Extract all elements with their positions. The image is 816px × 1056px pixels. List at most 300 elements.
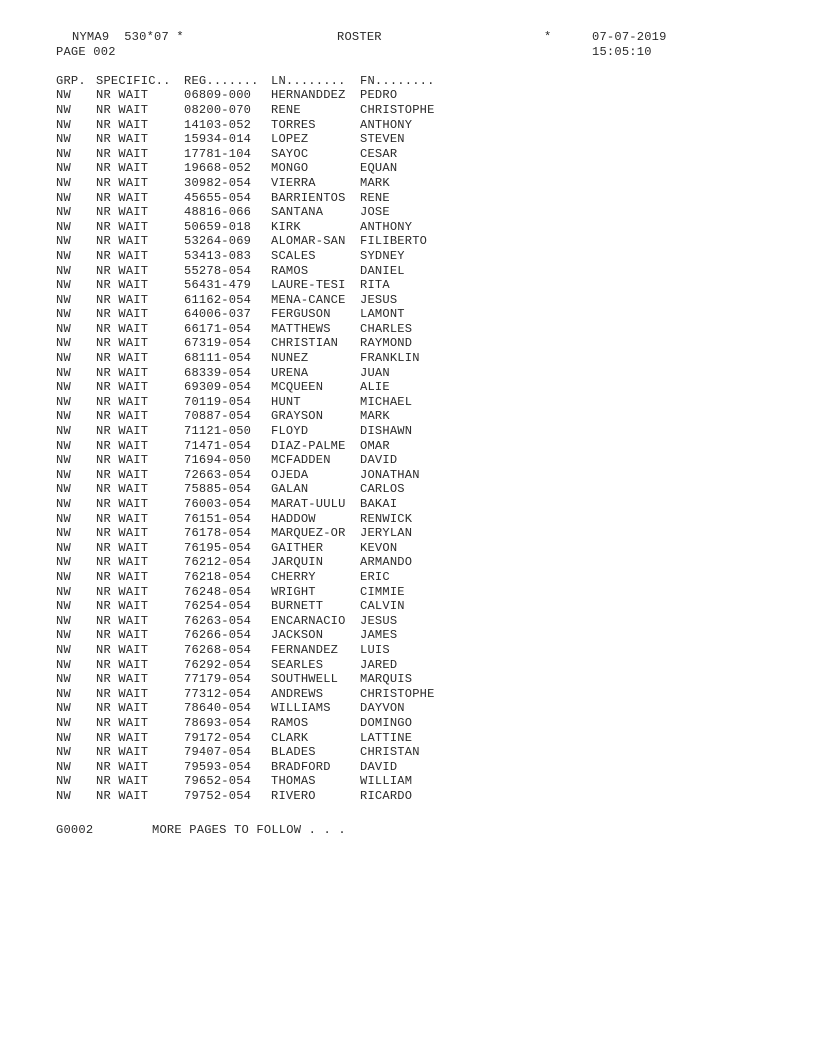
report-title: ROSTER — [337, 30, 382, 44]
cell-reg: 30982-054 — [184, 175, 252, 190]
cell-reg: 78693-054 — [184, 715, 252, 730]
cell-specific: NR WAIT — [96, 117, 149, 132]
cell-ln: SAYOC — [271, 146, 309, 161]
cell-grp: NW — [56, 175, 71, 190]
cell-grp: NW — [56, 190, 71, 205]
cell-reg: 79652-054 — [184, 774, 252, 789]
cell-specific: NR WAIT — [96, 526, 149, 541]
cell-grp: NW — [56, 424, 71, 439]
cell-specific: NR WAIT — [96, 540, 149, 555]
cell-reg: 76178-054 — [184, 526, 252, 541]
cell-fn: OMAR — [360, 438, 390, 453]
cell-reg: 64006-037 — [184, 307, 252, 322]
cell-fn: FRANKLIN — [360, 351, 420, 366]
cell-fn: RENE — [360, 190, 390, 205]
cell-specific: NR WAIT — [96, 584, 149, 599]
cell-grp: NW — [56, 788, 71, 803]
system-id: NYMA9 530*07 * — [72, 30, 184, 44]
table-row — [56, 380, 390, 395]
cell-grp: NW — [56, 642, 71, 657]
cell-reg: 77179-054 — [184, 672, 252, 687]
cell-ln: FERGUSON — [271, 307, 331, 322]
cell-grp: NW — [56, 686, 71, 701]
cell-fn: LATTINE — [360, 730, 413, 745]
cell-grp: NW — [56, 88, 71, 103]
cell-reg: 56431-479 — [184, 278, 252, 293]
cell-ln: MARAT-UULU — [271, 497, 346, 512]
column-header-grp: GRP. — [56, 73, 86, 88]
cell-fn: CHARLES — [360, 321, 413, 336]
column-header-reg: REG....... — [184, 73, 259, 88]
cell-fn: CHRISTAN — [360, 745, 420, 760]
cell-ln: RAMOS — [271, 715, 309, 730]
cell-reg: 19668-052 — [184, 161, 252, 176]
cell-reg: 08200-070 — [184, 102, 252, 117]
cell-specific: NR WAIT — [96, 102, 149, 117]
cell-grp: NW — [56, 336, 71, 351]
cell-specific: NR WAIT — [96, 497, 149, 512]
cell-reg: 61162-054 — [184, 292, 252, 307]
table-row — [56, 788, 413, 804]
cell-fn: CHRISTOPHE — [360, 686, 435, 701]
cell-grp: NW — [56, 307, 71, 322]
cell-grp: NW — [56, 774, 71, 789]
header-star: * — [544, 30, 552, 44]
cell-fn: RITA — [360, 278, 390, 293]
column-header-fn: FN........ — [360, 73, 435, 88]
cell-grp: NW — [56, 351, 71, 366]
cell-ln: LOPEZ — [271, 132, 309, 147]
table-row — [56, 336, 413, 351]
table-row — [56, 438, 390, 454]
cell-fn: JUAN — [360, 365, 390, 380]
cell-specific: NR WAIT — [96, 715, 149, 730]
cell-ln: WILLIAMS — [271, 701, 331, 716]
cell-fn: ALIE — [360, 380, 390, 395]
cell-fn: JONATHAN — [360, 467, 420, 482]
cell-ln: CHRISTIAN — [271, 336, 339, 351]
table-row — [56, 365, 390, 381]
cell-fn: CESAR — [360, 146, 398, 161]
report-date: 07-07-2019 — [592, 30, 667, 44]
cell-grp: NW — [56, 453, 71, 468]
cell-reg: 76212-054 — [184, 555, 252, 570]
cell-grp: NW — [56, 467, 71, 482]
table-row — [56, 307, 405, 322]
roster-table — [56, 73, 435, 804]
cell-specific: NR WAIT — [96, 438, 149, 453]
cell-reg: 53413-083 — [184, 248, 252, 263]
cell-reg: 69309-054 — [184, 380, 252, 395]
cell-specific: NR WAIT — [96, 613, 149, 628]
table-row — [56, 424, 413, 439]
cell-specific: NR WAIT — [96, 569, 149, 584]
cell-reg: 14103-052 — [184, 117, 252, 132]
table-row — [56, 730, 413, 746]
cell-specific: NR WAIT — [96, 336, 149, 351]
cell-grp: NW — [56, 540, 71, 555]
cell-ln: FLOYD — [271, 424, 309, 439]
cell-ln: CHERRY — [271, 569, 316, 584]
cell-ln: BURNETT — [271, 599, 324, 614]
cell-ln: MARQUEZ-OR — [271, 526, 346, 541]
cell-fn: RICARDO — [360, 788, 413, 803]
cell-specific: NR WAIT — [96, 263, 149, 278]
cell-fn: ERIC — [360, 569, 390, 584]
cell-grp: NW — [56, 161, 71, 176]
cell-grp: NW — [56, 292, 71, 307]
cell-fn: DAVID — [360, 759, 398, 774]
cell-reg: 50659-018 — [184, 219, 252, 234]
table-row — [56, 497, 398, 512]
cell-grp: NW — [56, 205, 71, 220]
cell-ln: DIAZ-PALME — [271, 438, 346, 453]
column-header-ln: LN........ — [271, 73, 346, 88]
table-row — [56, 175, 390, 191]
cell-fn: DANIEL — [360, 263, 405, 278]
table-row — [56, 599, 405, 614]
cell-fn: ARMANDO — [360, 555, 413, 570]
cell-specific: NR WAIT — [96, 642, 149, 657]
cell-ln: GALAN — [271, 482, 309, 497]
cell-specific: NR WAIT — [96, 628, 149, 643]
cell-reg: 15934-014 — [184, 132, 252, 147]
cell-ln: BLADES — [271, 745, 316, 760]
cell-grp: NW — [56, 380, 71, 395]
cell-grp: NW — [56, 234, 71, 249]
cell-grp: NW — [56, 278, 71, 293]
cell-grp: NW — [56, 409, 71, 424]
cell-reg: 79407-054 — [184, 745, 252, 760]
cell-grp: NW — [56, 628, 71, 643]
cell-specific: NR WAIT — [96, 788, 149, 803]
cell-reg: 71121-050 — [184, 424, 252, 439]
cell-ln: SEARLES — [271, 657, 324, 672]
cell-grp: NW — [56, 482, 71, 497]
cell-fn: CALVIN — [360, 599, 405, 614]
cell-reg: 77312-054 — [184, 686, 252, 701]
cell-specific: NR WAIT — [96, 482, 149, 497]
cell-grp: NW — [56, 117, 71, 132]
cell-fn: ANTHONY — [360, 117, 413, 132]
table-row — [56, 146, 398, 162]
cell-fn: FILIBERTO — [360, 234, 428, 249]
cell-specific: NR WAIT — [96, 307, 149, 322]
cell-specific: NR WAIT — [96, 555, 149, 570]
cell-ln: THOMAS — [271, 774, 316, 789]
cell-grp: NW — [56, 511, 71, 526]
cell-specific: NR WAIT — [96, 175, 149, 190]
cell-grp: NW — [56, 394, 71, 409]
cell-ln: MONGO — [271, 161, 309, 176]
table-row — [56, 205, 390, 220]
cell-specific: NR WAIT — [96, 657, 149, 672]
cell-reg: 66171-054 — [184, 321, 252, 336]
cell-specific: NR WAIT — [96, 730, 149, 745]
cell-specific: NR WAIT — [96, 599, 149, 614]
cell-fn: DAYVON — [360, 701, 405, 716]
cell-ln: ANDREWS — [271, 686, 324, 701]
table-row — [56, 482, 405, 497]
cell-fn: EQUAN — [360, 161, 398, 176]
cell-ln: WRIGHT — [271, 584, 316, 599]
cell-reg: 76254-054 — [184, 599, 252, 614]
cell-specific: NR WAIT — [96, 278, 149, 293]
cell-reg: 79752-054 — [184, 788, 252, 803]
table-row — [56, 88, 398, 103]
cell-specific: NR WAIT — [96, 351, 149, 366]
cell-ln: GRAYSON — [271, 409, 324, 424]
table-row — [56, 701, 405, 716]
cell-reg: 72663-054 — [184, 467, 252, 482]
cell-grp: NW — [56, 526, 71, 541]
table-row — [56, 132, 405, 147]
cell-reg: 78640-054 — [184, 701, 252, 716]
cell-ln: JACKSON — [271, 628, 324, 643]
table-row — [56, 263, 405, 279]
cell-ln: OJEDA — [271, 467, 309, 482]
table-row — [56, 234, 428, 249]
cell-specific: NR WAIT — [96, 394, 149, 409]
cell-specific: NR WAIT — [96, 248, 149, 263]
cell-ln: MCQUEEN — [271, 380, 324, 395]
table-row — [56, 321, 413, 337]
roster-rows — [56, 88, 435, 803]
report-time: 15:05:10 — [592, 44, 652, 59]
cell-reg: 71694-050 — [184, 453, 252, 468]
cell-specific: NR WAIT — [96, 219, 149, 234]
cell-specific: NR WAIT — [96, 511, 149, 526]
table-row — [56, 584, 405, 600]
cell-ln: BARRIENTOS — [271, 190, 346, 205]
cell-grp: NW — [56, 132, 71, 147]
cell-grp: NW — [56, 102, 71, 117]
table-row — [56, 467, 420, 483]
table-row — [56, 715, 413, 731]
cell-ln: BRADFORD — [271, 759, 331, 774]
table-row — [56, 540, 398, 556]
table-row — [56, 555, 413, 570]
cell-reg: 45655-054 — [184, 190, 252, 205]
cell-reg: 70887-054 — [184, 409, 252, 424]
cell-specific: NR WAIT — [96, 321, 149, 336]
cell-fn: JOSE — [360, 205, 390, 220]
cell-fn: MARQUIS — [360, 672, 413, 687]
cell-grp: NW — [56, 759, 71, 774]
column-header-specific: SPECIFIC.. — [96, 73, 171, 88]
cell-ln: ENCARNACIO — [271, 613, 346, 628]
cell-specific: NR WAIT — [96, 701, 149, 716]
cell-grp: NW — [56, 657, 71, 672]
cell-reg: 68339-054 — [184, 365, 252, 380]
cell-specific: NR WAIT — [96, 365, 149, 380]
cell-reg: 68111-054 — [184, 351, 252, 366]
cell-ln: FERNANDEZ — [271, 642, 339, 657]
cell-reg: 71471-054 — [184, 438, 252, 453]
cell-fn: KEVON — [360, 540, 398, 555]
table-row — [56, 102, 435, 118]
cell-grp: NW — [56, 146, 71, 161]
cell-reg: 53264-069 — [184, 234, 252, 249]
cell-grp: NW — [56, 569, 71, 584]
table-row — [56, 745, 420, 760]
cell-ln: RAMOS — [271, 263, 309, 278]
cell-reg: 70119-054 — [184, 394, 252, 409]
table-row — [56, 759, 398, 775]
cell-reg: 79172-054 — [184, 730, 252, 745]
cell-reg: 55278-054 — [184, 263, 252, 278]
cell-grp: NW — [56, 584, 71, 599]
cell-fn: LAMONT — [360, 307, 405, 322]
cell-specific: NR WAIT — [96, 672, 149, 687]
cell-specific: NR WAIT — [96, 774, 149, 789]
table-row — [56, 453, 398, 468]
table-row — [56, 569, 390, 585]
cell-specific: NR WAIT — [96, 424, 149, 439]
cell-fn: DOMINGO — [360, 715, 413, 730]
cell-fn: MARK — [360, 175, 390, 190]
cell-grp: NW — [56, 701, 71, 716]
cell-ln: MENA-CANCE — [271, 292, 346, 307]
cell-fn: CIMMIE — [360, 584, 405, 599]
cell-ln: HERNANDDEZ — [271, 88, 346, 103]
cell-ln: JARQUIN — [271, 555, 324, 570]
cell-grp: NW — [56, 599, 71, 614]
cell-ln: SANTANA — [271, 205, 324, 220]
cell-reg: 48816-066 — [184, 205, 252, 220]
cell-ln: KIRK — [271, 219, 301, 234]
cell-fn: WILLIAM — [360, 774, 413, 789]
table-row — [56, 642, 390, 658]
cell-fn: MICHAEL — [360, 394, 413, 409]
cell-fn: BAKAI — [360, 497, 398, 512]
cell-fn: RENWICK — [360, 511, 413, 526]
cell-ln: HUNT — [271, 394, 301, 409]
cell-ln: SOUTHWELL — [271, 672, 339, 687]
cell-reg: 76151-054 — [184, 511, 252, 526]
cell-fn: CARLOS — [360, 482, 405, 497]
table-row — [56, 613, 398, 629]
cell-fn: JAMES — [360, 628, 398, 643]
cell-ln: GAITHER — [271, 540, 324, 555]
table-row — [56, 278, 390, 293]
cell-ln: MCFADDEN — [271, 453, 331, 468]
cell-reg: 06809-000 — [184, 88, 252, 103]
cell-ln: ALOMAR-SAN — [271, 234, 346, 249]
cell-specific: NR WAIT — [96, 161, 149, 176]
cell-grp: NW — [56, 497, 71, 512]
cell-fn: LUIS — [360, 642, 390, 657]
cell-ln: RIVERO — [271, 788, 316, 803]
cell-specific: NR WAIT — [96, 132, 149, 147]
cell-specific: NR WAIT — [96, 467, 149, 482]
table-row — [56, 219, 413, 235]
table-row — [56, 657, 398, 673]
cell-specific: NR WAIT — [96, 453, 149, 468]
table-row — [56, 248, 405, 264]
cell-grp: NW — [56, 219, 71, 234]
table-row — [56, 161, 398, 176]
cell-reg: 76266-054 — [184, 628, 252, 643]
cell-specific: NR WAIT — [96, 759, 149, 774]
cell-fn: JERYLAN — [360, 526, 413, 541]
cell-specific: NR WAIT — [96, 146, 149, 161]
footer-message: MORE PAGES TO FOLLOW . . . — [152, 823, 346, 837]
cell-fn: RAYMOND — [360, 336, 413, 351]
table-row — [56, 628, 398, 643]
table-row — [56, 672, 413, 687]
cell-reg: 76268-054 — [184, 642, 252, 657]
cell-ln: CLARK — [271, 730, 309, 745]
table-row — [56, 351, 420, 366]
table-row — [56, 190, 390, 206]
footer-code: G0002 — [56, 823, 94, 837]
cell-specific: NR WAIT — [96, 409, 149, 424]
cell-specific: NR WAIT — [96, 190, 149, 205]
cell-fn: SYDNEY — [360, 248, 405, 263]
cell-ln: LAURE-TESI — [271, 278, 346, 293]
cell-grp: NW — [56, 321, 71, 336]
table-row — [56, 409, 390, 424]
cell-fn: JESUS — [360, 613, 398, 628]
cell-grp: NW — [56, 613, 71, 628]
cell-ln: NUNEZ — [271, 351, 309, 366]
cell-fn: JARED — [360, 657, 398, 672]
cell-fn: ANTHONY — [360, 219, 413, 234]
column-header-row — [56, 73, 435, 89]
cell-specific: NR WAIT — [96, 380, 149, 395]
cell-fn: CHRISTOPHE — [360, 102, 435, 117]
cell-reg: 79593-054 — [184, 759, 252, 774]
cell-reg: 76003-054 — [184, 497, 252, 512]
cell-reg: 67319-054 — [184, 336, 252, 351]
cell-specific: NR WAIT — [96, 88, 149, 103]
cell-reg: 75885-054 — [184, 482, 252, 497]
table-row — [56, 686, 435, 702]
cell-grp: NW — [56, 248, 71, 263]
cell-reg: 76195-054 — [184, 540, 252, 555]
cell-grp: NW — [56, 672, 71, 687]
cell-specific: NR WAIT — [96, 686, 149, 701]
table-row — [56, 394, 413, 410]
cell-specific: NR WAIT — [96, 745, 149, 760]
cell-ln: VIERRA — [271, 175, 316, 190]
table-row — [56, 292, 398, 308]
cell-grp: NW — [56, 438, 71, 453]
table-row — [56, 117, 413, 133]
cell-fn: DAVID — [360, 453, 398, 468]
cell-specific: NR WAIT — [96, 205, 149, 220]
cell-fn: STEVEN — [360, 132, 405, 147]
cell-ln: URENA — [271, 365, 309, 380]
cell-ln: MATTHEWS — [271, 321, 331, 336]
cell-reg: 17781-104 — [184, 146, 252, 161]
cell-fn: MARK — [360, 409, 390, 424]
cell-ln: TORRES — [271, 117, 316, 132]
cell-specific: NR WAIT — [96, 234, 149, 249]
cell-grp: NW — [56, 745, 71, 760]
cell-grp: NW — [56, 365, 71, 380]
cell-reg: 76218-054 — [184, 569, 252, 584]
cell-ln: RENE — [271, 102, 301, 117]
table-row — [56, 774, 413, 789]
cell-reg: 76292-054 — [184, 657, 252, 672]
cell-fn: PEDRO — [360, 88, 398, 103]
cell-ln: SCALES — [271, 248, 316, 263]
cell-ln: HADDOW — [271, 511, 316, 526]
cell-fn: JESUS — [360, 292, 398, 307]
cell-reg: 76263-054 — [184, 613, 252, 628]
